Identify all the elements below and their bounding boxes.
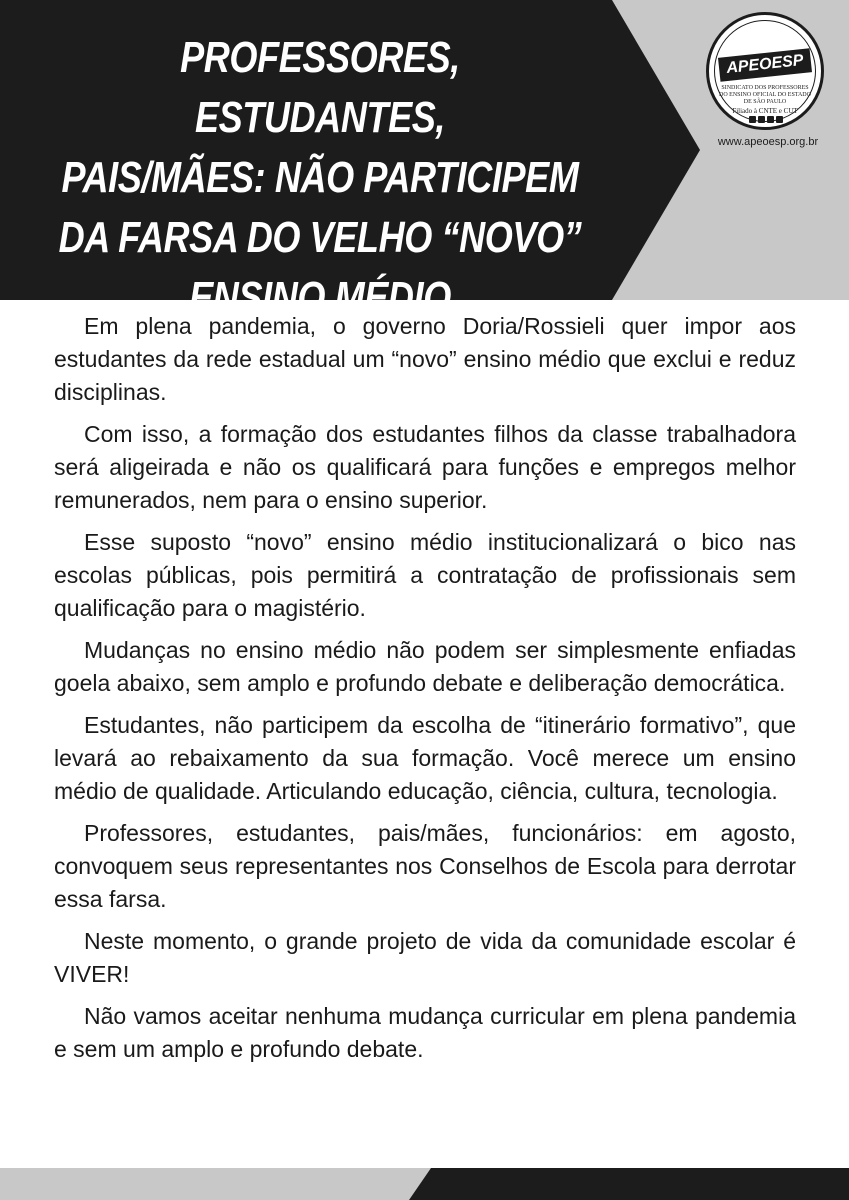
headline-line-3: DA FARSA DO VELHO “NOVO”	[58, 213, 582, 262]
youtube-icon	[776, 116, 783, 123]
headline-line-1: PROFESSORES, ESTUDANTES,	[180, 33, 460, 142]
instagram-icon	[749, 116, 756, 123]
paragraph-6: Professores, estudantes, pais/mães, funcionários: em agosto, convoquem seus representantes nos Conselhos de Escola para derrotar essa farsa.	[54, 820, 796, 912]
paragraph-5: Estudantes, não participem da escolha de “itinerário formativo”, que levará ao rebaixamento da sua formação. Você merece um ensino médio de qualidade. Articulando educação, ciência, cultura, tecnologia.	[54, 712, 796, 804]
twitter-icon	[758, 116, 765, 123]
headline	[58, 28, 583, 328]
logo-seal	[706, 12, 824, 130]
social-icons	[749, 116, 783, 123]
logo-wordmark: APEOESP	[718, 48, 812, 81]
facebook-icon	[767, 116, 774, 123]
headline-line-2: PAIS/MÃES: NÃO PARTICIPEM	[61, 153, 579, 202]
paragraph-1: Em plena pandemia, o governo Doria/Rossieli quer impor aos estudantes da rede estadual um “novo” ensino médio que exclui e reduz disciplinas.	[54, 313, 796, 405]
paragraph-3: Esse suposto “novo” ensino médio institucionalizará o bico nas escolas públicas, pois permitirá a contratação de profissionais sem qualificação para o magistério.	[54, 529, 796, 621]
logo-affiliation: Filiado à CNTE e CUT	[732, 107, 798, 115]
footer-accent	[409, 1168, 849, 1200]
paragraph-4: Mudanças no ensino médio não podem ser simplesmente enfiadas goela abaixo, sem amplo e profundo debate e deliberação democrática.	[54, 637, 796, 696]
paragraph-7: Neste momento, o grande projeto de vida da comunidade escolar é VIVER!	[54, 928, 796, 987]
headline-line-4: ENSINO MÉDIO	[189, 273, 451, 322]
logo-subtitle: SINDICATO DOS PROFESSORES DO ENSINO OFICIAL DO ESTADO DE SÃO PAULO	[719, 85, 811, 105]
paragraph-8: Não vamos aceitar nenhuma mudança curricular em plena pandemia e sem um amplo e profundo debate.	[54, 1003, 796, 1062]
website-url: www.apeoesp.org.br	[717, 136, 819, 148]
paragraph-2: Com isso, a formação dos estudantes filhos da classe trabalhadora será aligeirada e não os qualificará para funções e empregos melhor remunerados, nem para o ensino superior.	[54, 421, 796, 513]
apeoesp-logo	[700, 12, 836, 160]
body-text	[54, 310, 796, 1075]
